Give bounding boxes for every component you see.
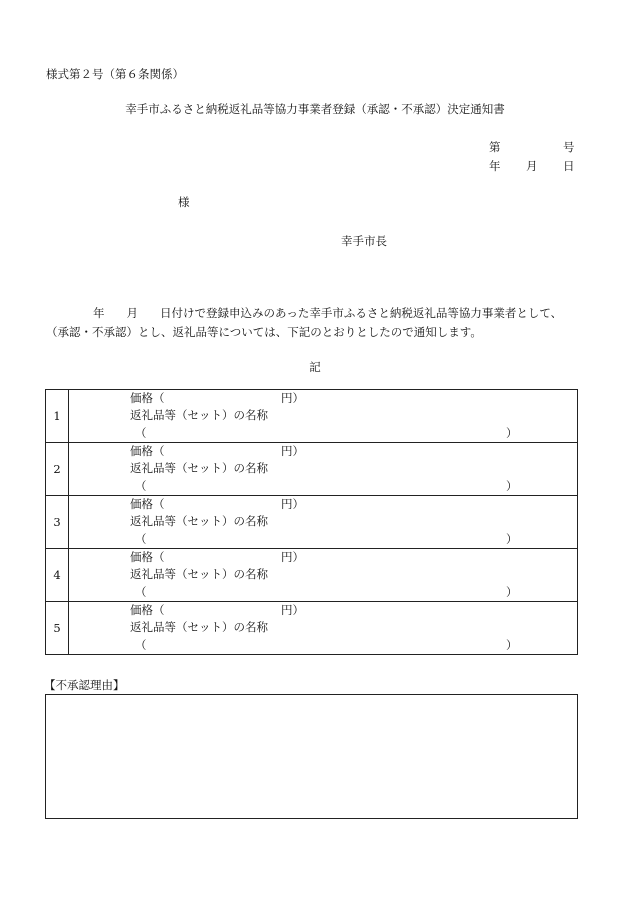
doc-number-dai: 第	[489, 140, 501, 154]
item-cell	[69, 549, 578, 602]
item-cell	[69, 496, 578, 549]
name-paren-close: ）	[506, 638, 518, 652]
name-paren-open: （	[135, 585, 147, 599]
item-number: 1	[46, 390, 69, 443]
document-title: 幸手市ふるさと納税返礼品等協力事業者登録（承認・不承認）決定通知書	[125, 102, 505, 116]
date-month: 月	[526, 159, 538, 173]
price-unit: 円）	[281, 603, 304, 617]
price-unit: 円）	[281, 391, 304, 405]
table-row	[46, 602, 578, 655]
doc-number-go: 号	[563, 140, 575, 154]
name-paren-close: ）	[506, 585, 518, 599]
item-cell	[69, 602, 578, 655]
price-label: 価格（	[130, 550, 165, 564]
item-name-label: 返礼品等（セット）の名称	[130, 620, 268, 634]
name-paren-open: （	[135, 638, 147, 652]
table-row	[46, 549, 578, 602]
ki-heading: 記	[309, 360, 321, 374]
name-paren-open: （	[135, 479, 147, 493]
price-unit: 円）	[281, 444, 304, 458]
price-unit: 円）	[281, 497, 304, 511]
name-paren-close: ）	[506, 479, 518, 493]
table-row	[46, 496, 578, 549]
item-name-label: 返礼品等（セット）の名称	[130, 514, 268, 528]
table-row	[46, 443, 578, 496]
item-cell	[69, 443, 578, 496]
price-label: 価格（	[130, 603, 165, 617]
gift-items-table	[45, 389, 578, 655]
item-name-label: 返礼品等（セット）の名称	[130, 408, 268, 422]
date-year: 年	[489, 159, 501, 173]
price-label: 価格（	[130, 444, 165, 458]
item-name-label: 返礼品等（セット）の名称	[130, 461, 268, 475]
price-label: 価格（	[130, 497, 165, 511]
name-paren-open: （	[135, 426, 147, 440]
date-day: 日	[563, 159, 575, 173]
body-year: 年	[93, 306, 105, 320]
rejection-reason-label: 【不承認理由】	[44, 678, 125, 692]
item-name-label: 返礼品等（セット）の名称	[130, 567, 268, 581]
item-number: 3	[46, 496, 69, 549]
item-cell	[69, 390, 578, 443]
name-paren-close: ）	[506, 426, 518, 440]
item-number: 5	[46, 602, 69, 655]
name-paren-close: ）	[506, 532, 518, 546]
name-paren-open: （	[135, 532, 147, 546]
item-number: 2	[46, 443, 69, 496]
form-number: 様式第２号（第６条関係）	[46, 67, 184, 81]
sender-name: 幸手市長	[341, 234, 387, 248]
price-unit: 円）	[281, 550, 304, 564]
body-line-1	[93, 308, 562, 320]
table-row	[46, 390, 578, 443]
item-number: 4	[46, 549, 69, 602]
price-label: 価格（	[130, 391, 165, 405]
body-month: 月	[126, 306, 138, 320]
addressee-suffix: 様	[178, 195, 190, 209]
body-line-1-text: 日付けで登録申込みのあった幸手市ふるさと納税返礼品等協力事業者として、	[160, 306, 563, 320]
body-line-2: （承認・不承認）とし、返礼品等については、下記のとおりとしたので通知します。	[46, 325, 482, 339]
rejection-reason-box	[45, 694, 578, 819]
